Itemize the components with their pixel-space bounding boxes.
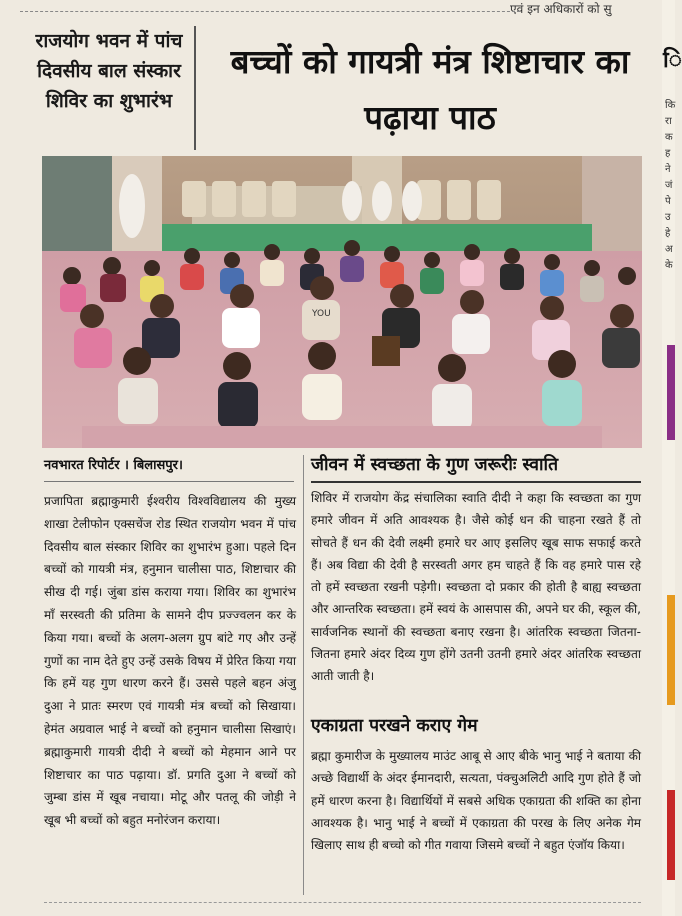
adjacent-headline-glyph: ि <box>663 48 682 73</box>
subheading-rule <box>311 481 641 483</box>
shirt-text: YOU <box>312 309 331 319</box>
article-body-right-2: ब्रह्मा कुमारीज के मुख्यालय माउंट आबू से आए बीके भानु भाई ने बताया की अच्छे विद्यार्थी के अंदर ईमानदारी, सत्यता, पंक्चुअलिटी आदि गुण होते हैं जो हमें धारण करना है। विद्यार्थियों में सबसे अधिक एकाग्रता की शक्ति का होना आवश्यक है। भानु भाई ने बच्चों में एकाग्रता की परख के लिए अनेक गेम खिलाए साथ ही बच्चो को गीत गवाया जिसमे बच्चों ने बहुत एंजॉय किया। <box>311 749 641 853</box>
subheading-cleanliness: जीवन में स्वच्छता के गुण जरूरीः स्वाति <box>311 455 559 475</box>
article-body-left: प्रजापिता ब्रह्माकुमारी ईश्वरीय विश्वविद्यालय की मुख्य शाखा टेलीफोन एक्सचेंज रोड स्थित राजयोग भवन में पांच दिवसीय बाल संस्कार शिविर का शुभारंभ हुआ। पहले दिन बच्चों को गायत्री मंत्र, हनुमान चालीसा पाठ, शिष्टाचार की सीख दी गई। जुंबा डांस कराया गया। शिविर का शुभारंभ माँ सरस्वती की प्रतिमा के सामने दीप प्रज्ज्वलन कर के किया गया। बच्चों के अलग-अलग ग्रुप बांटे गए और उन्हें गुणों का नाम देते हुए उन्हें उसके विषय में प्रेरित किया गया कि हमें यह गुण धारण करने हैं। उससे पहले बहन अंजु दुआ ने प्रातः स्मरण एवं गायत्री मंत्र बच्चों को सिखाया। हेमंत अग्रवाल भाई ने बच्चों को हनुमान चालीसा सिखाएं। ब्रह्माकुमारी गायत्री दीदी ने बच्चों को मेहमान आने पर शिष्टाचार का पाठ पढ़ाया। डॉ. प्रगति दुआ ने बच्चों को जुम्बा डांस में खूब नचाया। मोटू और पतलू की जोड़ी ने खूब भी बच्चों को बहुत मनोरंजन कराया। <box>44 494 296 828</box>
adjacent-color-block <box>667 790 675 880</box>
bottom-rule <box>44 902 641 903</box>
main-headline: बच्चों को गायत्री मंत्र शिष्टाचार का पढ़ाया पाठ <box>230 42 630 137</box>
news-photo <box>42 156 642 448</box>
subheading-concentration: एकाग्रता परखने कराए गेम <box>311 716 478 736</box>
dateline: नवभारत रिपोर्टर । बिलासपुर। <box>44 458 183 473</box>
column-divider <box>303 455 304 895</box>
article-body-right-1: शिविर में राजयोग केंद्र संचालिका स्वाति दीदी ने कहा कि स्वच्छता का गुण हमारे जीवन में अति आवश्यक है। जैसे कोई धन की चाहना रखते हैं तो सोचते हैं धन की देवी लक्ष्मी हमारे घर आए इसलिए खूब साफ सफाई करते हैं। अब विद्या की देवी है सरस्वती अगर हम चाहते हैं कि वह हमारे पास रहे तो हमें स्वच्छता रखनी पड़ेगी। स्वच्छता दो प्रकार की होती है बाह्य स्वच्छता और आन्तरिक स्वच्छता। हमें स्वयं के आसपास की, अपने घर की, स्कूल की, सार्वजनिक स्थानों की स्वच्छता बनाए रखना है। आंतरिक स्वच्छता जितना-जितना हमारे अंदर दिव्य गुण होंगे उतनी उतनी हमारे अंदर आंतरिक स्वच्छता आती जाती है। <box>311 491 641 684</box>
children-seated-photo <box>42 156 642 448</box>
dateline-rule <box>44 481 294 482</box>
adjacent-color-block <box>667 345 675 440</box>
kicker-headline: राजयोग भवन में पांच दिवसीय बाल संस्कार शिविर का शुभारंभ <box>24 26 196 150</box>
adjacent-article-clip: एवं इन अधिकारों को सु <box>510 2 612 16</box>
adjacent-color-block <box>667 595 675 705</box>
adjacent-column-text: कि रा क ह ने जं पे उ हे अ के <box>665 100 676 271</box>
top-rule <box>20 11 520 12</box>
